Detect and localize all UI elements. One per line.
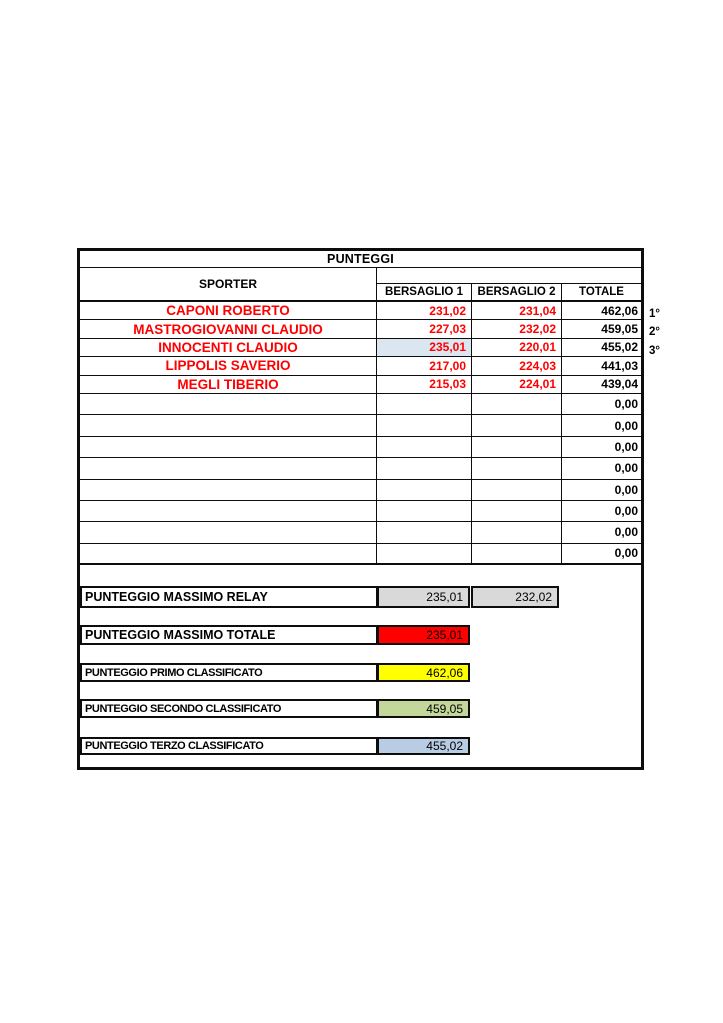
bersaglio2-cell — [472, 394, 562, 414]
summary-row-max-relay — [80, 586, 640, 608]
shooter-name-cell: CAPONI ROBERTO — [80, 302, 377, 319]
totale-cell: 462,06 — [601, 303, 638, 318]
bersaglio2-cell: 232,02 — [472, 320, 562, 337]
sporter-header: SPORTER — [80, 268, 377, 300]
bersaglio2-cell — [472, 437, 562, 457]
header-empty-strip — [377, 268, 641, 284]
table-title: PUNTEGGI — [80, 251, 641, 268]
rank-marker-second: 2° — [649, 326, 660, 338]
shooter-name-cell — [80, 522, 377, 542]
bersaglio2-cell: 224,03 — [472, 357, 562, 374]
bersaglio1-cell — [377, 415, 472, 435]
table-header — [80, 268, 641, 302]
empty-score-row — [80, 437, 641, 458]
shooter-name-cell — [80, 501, 377, 521]
bersaglio2-cell: 224,01 — [472, 376, 562, 393]
bersaglio1-cell: 231,02 — [377, 302, 472, 319]
col-header-bersaglio-2: BERSAGLIO 2 — [472, 284, 562, 301]
totale-cell: 0,00 — [614, 461, 638, 476]
bersaglio2-cell — [472, 415, 562, 435]
bersaglio1-cell: 217,00 — [377, 357, 472, 374]
bersaglio1-cell — [377, 522, 472, 542]
bersaglio2-cell — [472, 458, 562, 478]
summary-label: PUNTEGGIO MASSIMO RELAY — [80, 586, 378, 608]
totale-cell: 0,00 — [614, 439, 638, 454]
bersaglio1-cell — [377, 458, 472, 478]
shooter-name-cell: MASTROGIOVANNI CLAUDIO — [80, 320, 377, 337]
bersaglio2-cell — [472, 501, 562, 521]
bersaglio1-cell — [377, 394, 472, 414]
summary-row-first-place — [80, 663, 640, 682]
totale-cell: 0,00 — [614, 418, 638, 433]
col-header-bersaglio-1: BERSAGLIO 1 — [377, 284, 472, 301]
summary-value-first-place: 462,06 — [377, 663, 470, 682]
bersaglio2-cell — [472, 544, 562, 563]
shooter-name-cell — [80, 458, 377, 478]
bersaglio1-cell: 227,03 — [377, 320, 472, 337]
shooter-name-cell — [80, 415, 377, 435]
bersaglio1-cell — [377, 480, 472, 500]
bersaglio2-cell: 220,01 — [472, 339, 562, 356]
header-right — [377, 268, 641, 300]
summary-label: PUNTEGGIO TERZO CLASSIFICATO — [80, 737, 378, 755]
summary-row-second-place — [80, 699, 640, 718]
totale-cell: 455,02 — [601, 340, 638, 355]
score-row — [80, 339, 641, 357]
shooter-name-cell: LIPPOLIS SAVERIO — [80, 357, 377, 374]
bersaglio1-cell: 215,03 — [377, 376, 472, 393]
summary-value-third-place: 455,02 — [377, 737, 470, 755]
score-row — [80, 302, 641, 320]
empty-score-row — [80, 415, 641, 436]
summary-label: PUNTEGGIO MASSIMO TOTALE — [80, 625, 378, 645]
summary-value-relay-1: 235,01 — [377, 586, 470, 608]
scores-table — [77, 248, 644, 770]
bersaglio1-cell — [377, 501, 472, 521]
summary-value-second-place: 459,05 — [377, 699, 470, 718]
shooter-name-cell — [80, 480, 377, 500]
score-row — [80, 357, 641, 375]
bersaglio1-cell — [377, 544, 472, 563]
shooter-name-cell: INNOCENTI CLAUDIO — [80, 339, 377, 356]
totale-cell: 0,00 — [614, 546, 638, 561]
summary-value-max-total: 235,01 — [377, 625, 470, 645]
bersaglio2-cell: 231,04 — [472, 302, 562, 319]
bersaglio1-cell-highlighted: 235,01 — [377, 339, 472, 356]
bersaglio2-cell — [472, 480, 562, 500]
rank-marker-first: 1° — [649, 308, 660, 320]
totale-cell: 439,04 — [601, 377, 638, 392]
empty-score-row — [80, 501, 641, 522]
score-row — [80, 376, 641, 394]
totale-cell: 0,00 — [614, 482, 638, 497]
totale-cell: 459,05 — [601, 322, 638, 337]
empty-score-row — [80, 394, 641, 415]
totale-cell: 0,00 — [614, 504, 638, 519]
rank-marker-third: 3° — [649, 345, 660, 357]
empty-score-row — [80, 544, 641, 565]
bersaglio2-cell — [472, 522, 562, 542]
shooter-name-cell — [80, 437, 377, 457]
empty-score-row — [80, 480, 641, 501]
summary-row-max-total — [80, 625, 640, 645]
shooter-name-cell: MEGLI TIBERIO — [80, 376, 377, 393]
shooter-name-cell — [80, 394, 377, 414]
score-row — [80, 320, 641, 338]
col-header-totale: TOTALE — [579, 285, 624, 298]
empty-score-row — [80, 522, 641, 543]
totale-cell: 0,00 — [614, 397, 638, 412]
summary-label: PUNTEGGIO SECONDO CLASSIFICATO — [80, 699, 378, 718]
totale-cell: 0,00 — [614, 525, 638, 540]
summary-label: PUNTEGGIO PRIMO CLASSIFICATO — [80, 663, 378, 682]
header-columns — [377, 284, 641, 301]
totale-cell: 441,03 — [601, 358, 638, 373]
summary-value-relay-2: 232,02 — [471, 586, 559, 608]
bersaglio1-cell — [377, 437, 472, 457]
shooter-name-cell — [80, 544, 377, 563]
empty-score-row — [80, 458, 641, 479]
summary-row-third-place — [80, 737, 640, 755]
